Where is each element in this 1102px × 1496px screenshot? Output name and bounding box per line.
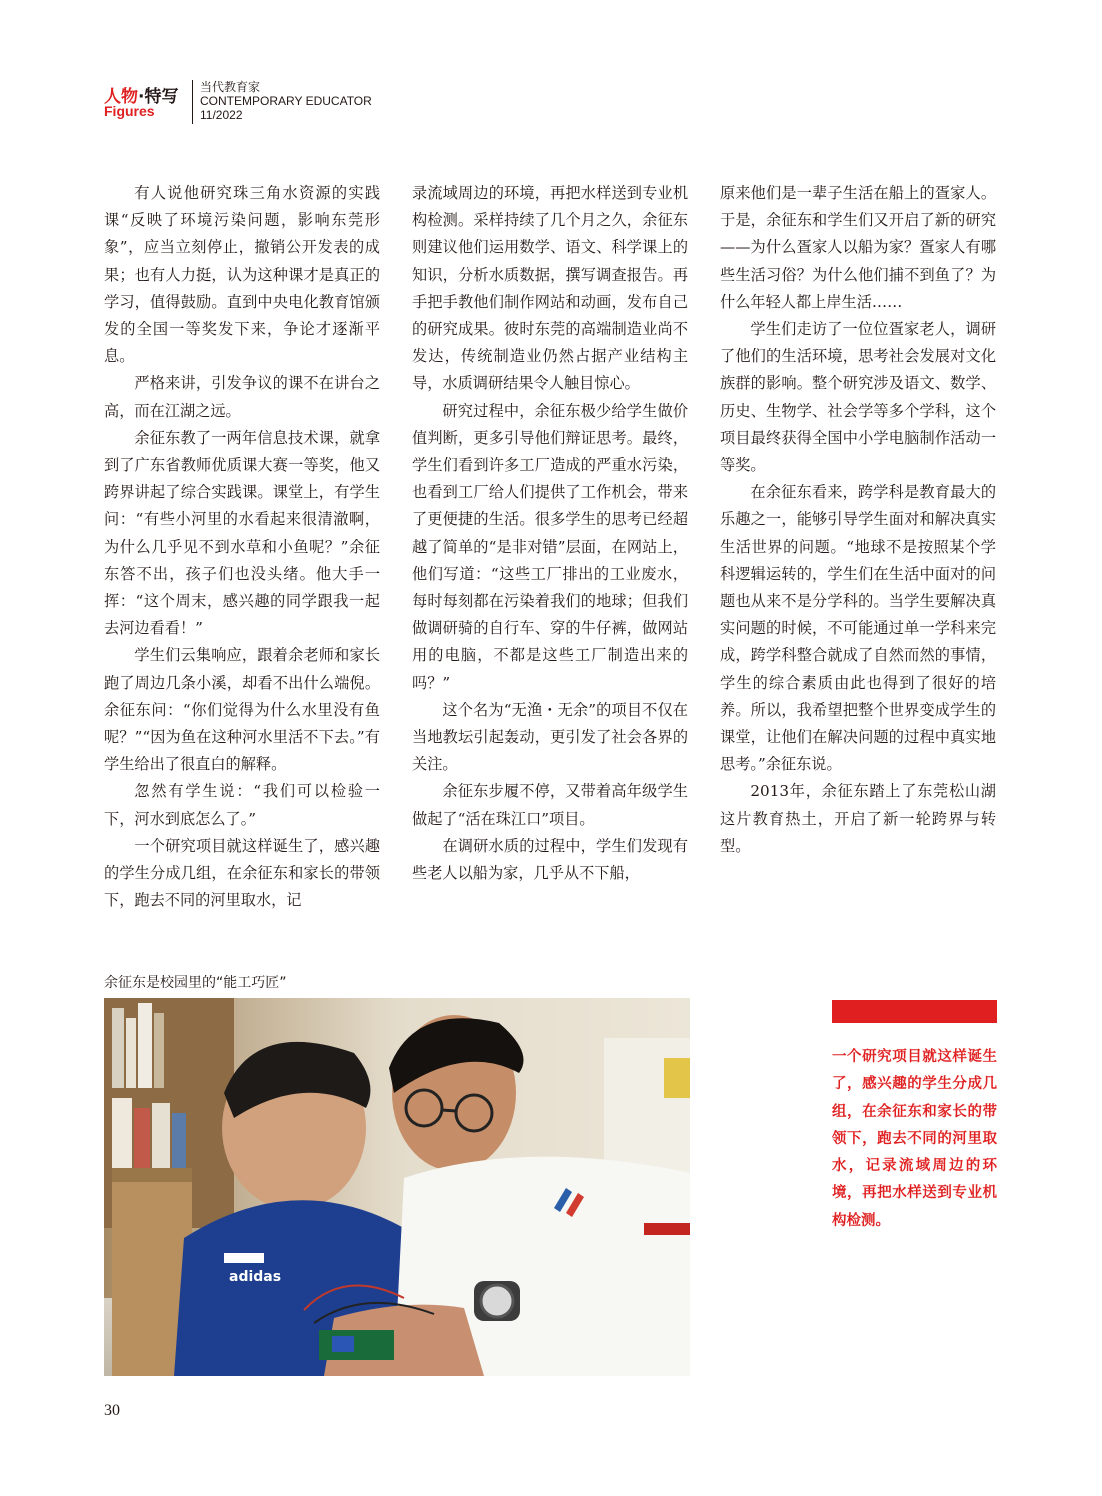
paragraph: 学生们走访了一位位疍家老人，调研了他们的生活环境，思考社会发展对文化族群的影响。整个研究涉及语文、数学、历史、生物学、社会学等多个学科，这个项目最终获得全国中小学电脑制作活动一等奖。: [720, 320, 996, 475]
paragraph: 余征东步履不停，又带着高年级学生做起了“活在珠江口”项目。: [412, 782, 688, 828]
paragraph: 忽然有学生说：“我们可以检验一下，河水到底怎么了。”: [104, 782, 380, 828]
paragraph: 2013年，余征东踏上了东莞松山湖这片教育热土，开启了新一轮跨界与转型。: [720, 782, 996, 855]
section-title-en: Figures: [104, 103, 155, 119]
svg-text:adidas: adidas: [229, 1269, 282, 1285]
header-divider: [192, 80, 193, 124]
paragraph: 这个名为“无渔・无余”的项目不仅在当地教坛引起轰动，更引发了社会各界的关注。: [412, 700, 688, 774]
paragraph: 余征东教了一两年信息技术课，就拿到了广东省教师优质课大赛一等奖，他又跨界讲起了综合实践课。课堂上，有学生问：“有些小河里的水看起来很清澈啊，为什么几乎见不到水草和小鱼呢？”余征东答不出，孩子们也没头绪。他大手一挥：“这个周末，感兴趣的同学跟我一起去河边看看！”: [104, 428, 380, 638]
photo-caption: 余征东是校园里的“能工巧匠”: [104, 975, 287, 991]
paragraph: 严格来讲，引发争议的课不在讲台之高，而在江湖之远。: [104, 374, 380, 420]
section-title-b: 特写: [144, 87, 179, 107]
article-column-3: [720, 180, 996, 860]
issue-number: 11/2022: [200, 108, 243, 122]
article-photo: [104, 998, 690, 1376]
section-title-a: 人物: [104, 87, 138, 107]
article-column-1: [104, 180, 380, 914]
magazine-info: [200, 80, 372, 122]
paragraph: 录流域周边的环境，再把水样送到专业机构检测。采样持续了几个月之久，余征东则建议他们运用数学、语文、科学课上的知识，分析水质数据，撰写调查报告。再手把手教他们制作网站和动画，发布自己的研究成果。彼时东莞的高端制造业尚不发达，传统制造业仍然占据产业结构主导，水质调研结果令人触目惊心。: [412, 184, 688, 393]
paragraph: 有人说他研究珠三角水资源的实践课“反映了环境污染问题，影响东莞形象”，应当立刻停止，撤销公开发表的成果；也有人力挺，认为这种课才是真正的学习，值得鼓励。直到中央电化教育馆颁发的全国一等奖发下来，争论才逐渐平息。: [104, 184, 380, 366]
paragraph: 一个研究项目就这样诞生了，感兴趣的学生分成几组，在余征东和家长的带领下，跑去不同的河里取水，记: [104, 836, 380, 910]
paragraph: 研究过程中，余征东极少给学生做价值判断，更多引导他们辩证思考。最终，学生们看到许多工厂造成的严重水污染，也看到工厂给人们提供了工作机会，带来了更便捷的生活。很多学生的思考已经超越了简单的“是非对错”层面，在网站上，他们写道：“这些工厂排出的工业废水，每时每刻都在污染着我们的地球；但我们做调研骑的自行车、穿的牛仔裤，做网站用的电脑，不都是这些工厂制造出来的吗？”: [412, 401, 688, 692]
section-title-dot: ·: [138, 87, 145, 107]
paragraph: 在余征东看来，跨学科是教育最大的乐趣之一，能够引导学生面对和解决真实生活世界的问题。“地球不是按照某个学科逻辑运转的，学生们在生活中面对的问题也从来不是分学科的。当学生要解决真实问题的时候，不可能通过单一学科来完成，跨学科整合就成了自然而然的事情，学生的综合素质由此也得到了很好的培养。所以，我希望把整个世界变成学生的课堂，让他们在解决问题的过程中真实地思考。”余征东说。: [720, 483, 996, 774]
magazine-name-cn: 当代教育家: [200, 80, 261, 94]
photo-illustration: [104, 998, 690, 1376]
paragraph: 在调研水质的过程中，学生们发现有些老人以船为家，几乎从不下船，: [412, 836, 688, 883]
magazine-name-en: CONTEMPORARY EDUCATOR: [200, 94, 372, 108]
article-column-2: [412, 180, 688, 887]
page-number: 30: [104, 1402, 120, 1419]
pullquote-accent-bar: [832, 1000, 997, 1023]
pull-quote: 一个研究项目就这样诞生了，感兴趣的学生分成几组，在余征东和家长的带领下，跑去不同的河里取水，记录流域周边的环境，再把水样送到专业机构检测。: [832, 1049, 997, 1229]
paragraph: 学生们云集响应，跟着余老师和家长跑了周边几条小溪，却看不出什么端倪。余征东问：“你们觉得为什么水里没有鱼呢？”“因为鱼在这种河水里活不下去。”有学生给出了很直白的解释。: [104, 646, 380, 774]
paragraph: 原来他们是一辈子生活在船上的疍家人。于是，余征东和学生们又开启了新的研究——为什么疍家人以船为家？疍家人有哪些生活习俗？为什么他们捕不到鱼了？为什么年轻人都上岸生活……: [720, 184, 996, 311]
